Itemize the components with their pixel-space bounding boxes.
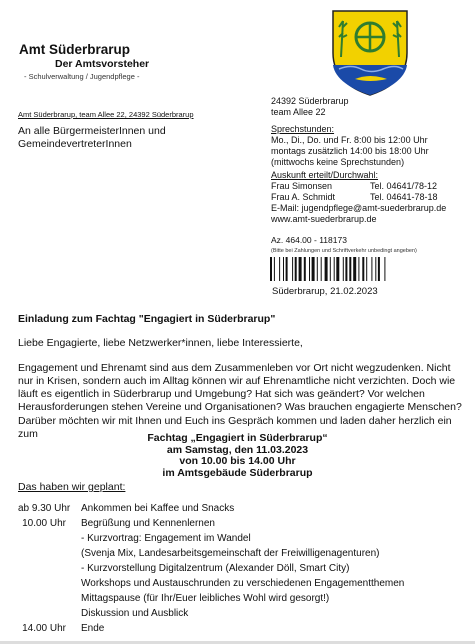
barcode-bar (345, 257, 347, 281)
contact-heading: Auskunft erteilt/Durchwahl: (271, 170, 379, 180)
program-heading: Das haben wir geplant: (18, 481, 126, 493)
barcode-bar (384, 257, 385, 281)
barcode-bar (378, 257, 380, 281)
letter-date: Süderbrarup, 21.02.2023 (272, 286, 378, 297)
contact-email[interactable]: E-Mail: jugendpflege@amt-suederbrarup.de (271, 203, 447, 213)
program-text: (Svenja Mix, Landesarbeitsgemeinschaft der Freiwilligenagenturen) (81, 548, 380, 559)
barcode-bar (325, 257, 328, 281)
contact-block (271, 181, 446, 225)
contact-row (271, 192, 446, 203)
barcode-bar (292, 257, 293, 281)
coat-of-arms-logo (331, 9, 409, 97)
event-line: am Samstag, den 11.03.2023 (166, 443, 309, 456)
program-item (18, 531, 468, 546)
hours-block (271, 135, 429, 168)
program-text: Ende (81, 623, 105, 634)
program-item (18, 621, 468, 636)
barcode-bar (283, 257, 284, 281)
org-name: Amt Süderbrarup (19, 42, 131, 57)
barcode-bar (349, 257, 351, 281)
barcode-bar (353, 257, 356, 281)
program-item (18, 606, 468, 621)
program-item (18, 546, 468, 561)
hours-line: Mo., Di., Do. und Fr. 8:00 bis 12:00 Uhr (271, 135, 428, 145)
program-item (18, 576, 468, 591)
program-text: Workshops und Austauschrunden zu verschiedenen Engagementthemen (81, 578, 405, 589)
program-time: ab 9.30 Uhr (18, 503, 71, 514)
contact-phone: Tel. 04641/78-12 (370, 181, 438, 191)
barcode-bar (343, 257, 344, 281)
hours-heading: Sprechstunden: (271, 124, 335, 134)
program-item (18, 516, 468, 531)
barcode-bar (330, 257, 331, 281)
barcode-bar (270, 257, 272, 281)
address-line: team Allee 22 (271, 107, 326, 117)
barcode-bar (304, 257, 306, 281)
program-text: Begrüßung und Kennenlernen (81, 518, 215, 529)
barcode-bar (334, 257, 335, 281)
contact-website[interactable]: www.amt-suederbrarup.de (271, 214, 377, 224)
letter-subject: Einladung zum Fachtag "Engagiert in Süderbrarup" (18, 313, 276, 325)
barcode-bar (274, 257, 275, 281)
barcode-bar (309, 257, 310, 281)
event-line: im Amtsgebäude Süderbrarup (162, 466, 313, 479)
address-line: 24392 Süderbrarup (271, 96, 349, 106)
program-time: 10.00 Uhr (22, 518, 66, 529)
letter-greeting: Liebe Engagierte, liebe Netzwerker*innen, liebe Interessierte, (18, 337, 303, 349)
barcode-bar (299, 257, 302, 281)
barcode-bar (321, 257, 322, 281)
barcode-bar (336, 257, 339, 281)
barcode-bar (279, 257, 280, 281)
event-details (0, 433, 475, 479)
program-item (18, 561, 468, 576)
return-address: Amt Süderbrarup, team Allee 22, 24392 Süderbrarup (18, 110, 194, 119)
barcode-bar (375, 257, 376, 281)
program-list (18, 501, 468, 636)
program-item (18, 591, 468, 606)
barcode-bar (295, 257, 297, 281)
event-line: von 10.00 bis 14.00 Uhr (179, 455, 296, 467)
barcode-bar (362, 257, 364, 281)
contact-row (271, 181, 446, 192)
letter-paragraph: Engagement und Ehrenamt sind aus dem Zusammenleben vor Ort nicht wegzudenken. Nicht nur in Krisen, sondern auch im Alltag können wir auf Ehrenamtliche nicht verzichten. Doch wie läuft es eigentlich in Süderbrarup und Umgebung? Hat sich was geändert? Vor welchen Herausforderungen stehen Vereine und Organisationen? Was brauchen engagierte Menschen? (18, 362, 462, 413)
address-block (271, 96, 349, 118)
program-text: Ankommen bei Kaffee und Snacks (81, 503, 235, 514)
reference-note: (Bitte bei Zahlungen und Schriftverkehr unbedingt angeben) (271, 248, 417, 254)
recipient: An alle BürgermeisterInnen und GemeindevertreterInnen (18, 125, 166, 150)
program-text: - Kurzvortrag: Engagement im Wandel (81, 533, 251, 544)
letter-paragraph: Darüber möchten wir mit Ihnen und Euch ins Gespräch kommen und laden daher herzlich ein zum (18, 415, 452, 440)
barcode-bar (358, 257, 359, 281)
org-department: - Schulverwaltung / Jugendpflege - (24, 72, 140, 81)
contact-phone: Tel. 04641-78-18 (370, 192, 438, 202)
barcode-bar (317, 257, 318, 281)
barcode-bar (366, 257, 367, 281)
org-title: Der Amtsvorsteher (55, 58, 150, 70)
program-text: Mittagspause (für Ihr/Euer leibliches Wohl wird gesorgt!) (81, 593, 330, 604)
barcode-bar (312, 257, 315, 281)
program-time: 14.00 Uhr (22, 623, 66, 634)
barcode-bar (286, 257, 288, 281)
program-text: - Kurzvorstellung Digitalzentrum (Alexander Döll, Smart City) (81, 563, 350, 574)
program-text: Diskussion und Ausblick (81, 608, 189, 619)
program-item (18, 501, 468, 516)
hours-line: (mittwochs keine Sprechstunden) (271, 157, 405, 167)
reference-number: Az. 464.00 - 118173 (271, 235, 347, 245)
barcode (268, 257, 448, 281)
hours-line: montags zusätzlich 14:00 bis 18:00 Uhr (271, 146, 429, 156)
contact-name: Frau Simonsen (271, 181, 333, 191)
event-line: Fachtag „Engagiert in Süderbrarup“ (147, 432, 328, 444)
barcode-bar (371, 257, 372, 281)
contact-name: Frau A. Schmidt (271, 192, 336, 202)
